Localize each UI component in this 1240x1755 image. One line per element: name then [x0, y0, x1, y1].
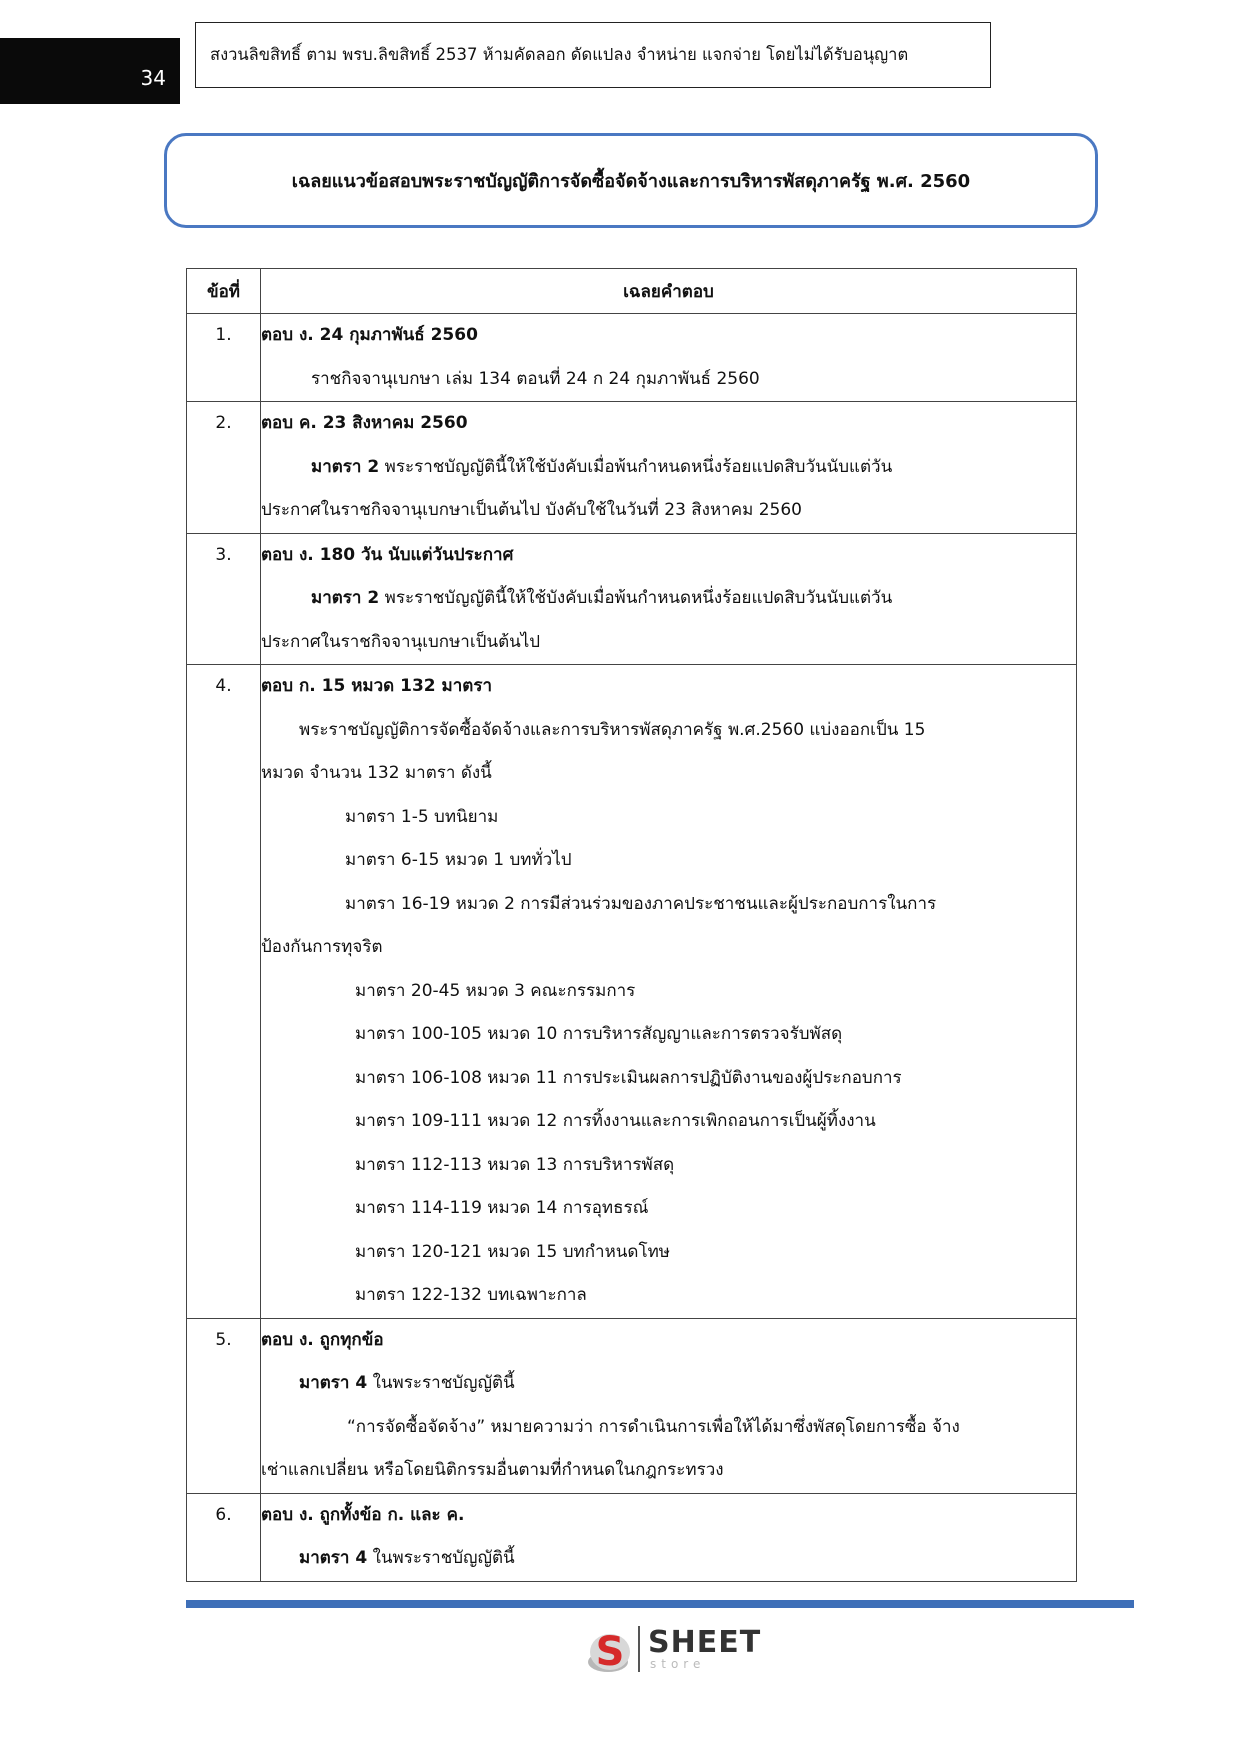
- question-number: 6.: [187, 1493, 261, 1581]
- column-header-no: ข้อที่: [187, 269, 261, 314]
- answer-cell: [261, 1318, 1077, 1493]
- table-row: [187, 1318, 1077, 1493]
- answer-line: ตอบ ง. ถูกทั้งข้อ ก. และ ค.: [261, 1504, 465, 1525]
- section-text: ในพระราชบัญญัตินี้: [367, 1548, 515, 1568]
- document-title: [164, 133, 1098, 228]
- question-number: 2.: [187, 402, 261, 534]
- table-row: [187, 314, 1077, 402]
- explanation-line: ประกาศในราชกิจจานุเบกษาเป็นต้นไป: [261, 631, 541, 652]
- chapter-item: มาตรา 114-119 หมวด 14 การอุทธรณ์: [355, 1198, 649, 1218]
- question-number: 4.: [187, 665, 261, 1319]
- column-header-answer: เฉลยคำตอบ: [261, 269, 1077, 314]
- copyright-notice: สงวนลิขสิทธิ์ ตาม พรบ.ลิขสิทธิ์ 2537 ห้ามคัดลอก ดัดแปลง จำหน่าย แจกจ่าย โดยไม่ได้รับอนุญาต: [195, 22, 991, 88]
- svg-text:S: S: [595, 1629, 625, 1675]
- chapter-item: มาตรา 120-121 หมวด 15 บทกำหนดโทษ: [355, 1241, 670, 1262]
- table-row: [187, 533, 1077, 665]
- answer-cell: [261, 402, 1077, 534]
- answer-cell: [261, 1493, 1077, 1581]
- answer-line: ตอบ ง. 24 กุมภาพันธ์ 2560: [261, 325, 478, 345]
- document-title-text: เฉลยแนวข้อสอบพระราชบัญญัติการจัดซื้อจัดจ้างและการบริหารพัสดุภาครัฐ พ.ศ. 2560: [291, 171, 971, 192]
- logo-main-text: SHEET: [648, 1625, 762, 1660]
- footer-divider: [186, 1600, 1134, 1608]
- answer-cell: [261, 314, 1077, 402]
- section-label: มาตรา 4: [299, 1548, 368, 1568]
- chapter-item-continued: ป้องกันการทุจริต: [261, 937, 383, 957]
- table-row: [187, 1493, 1077, 1581]
- logo-separator: [638, 1626, 640, 1672]
- sheet-store-logo: [586, 1622, 761, 1676]
- table-header-row: [187, 269, 1077, 314]
- section-text: พระราชบัญญัตินี้ให้ใช้บังคับเมื่อพ้นกำหนดหนึ่งร้อยแปดสิบวันนับแต่วัน: [379, 456, 893, 477]
- explanation-line: [261, 1537, 1076, 1581]
- explanation-line: พระราชบัญญัติการจัดซื้อจัดจ้างและการบริหารพัสดุภาครัฐ พ.ศ.2560 แบ่งออกเป็น 15: [299, 719, 926, 740]
- table-row: [187, 402, 1077, 534]
- chapter-item: มาตรา 1-5 บทนิยาม: [345, 806, 499, 827]
- explanation-line: ราชกิจจานุเบกษา เล่ม 134 ตอนที่ 24 ก 24 กุมภาพันธ์ 2560: [311, 368, 760, 389]
- chapter-item: มาตรา 100-105 หมวด 10 การบริหารสัญญาและการตรวจรับพัสดุ: [355, 1024, 843, 1044]
- logo-sub-text: store: [650, 1657, 706, 1671]
- section-text: ในพระราชบัญญัตินี้: [367, 1373, 515, 1393]
- definition-line: เช่าแลกเปลี่ยน หรือโดยนิติกรรมอื่นตามที่กำหนดในกฎกระทรวง: [261, 1460, 724, 1480]
- question-number: 3.: [187, 533, 261, 665]
- sheet-logo-mark-icon: [586, 1622, 634, 1676]
- chapter-item: มาตรา 122-132 บทเฉพาะกาล: [355, 1285, 587, 1305]
- logo-text: [648, 1625, 762, 1671]
- section-label: มาตรา 2: [311, 456, 380, 477]
- table-row: [187, 665, 1077, 1319]
- chapter-item: มาตรา 16-19 หมวด 2 การมีส่วนร่วมของภาคประชาชนและผู้ประกอบการในการ: [345, 893, 937, 914]
- explanation-line: [261, 577, 1076, 621]
- definition-line: “การจัดซื้อจัดจ้าง” หมายความว่า การดำเนินการเพื่อให้ได้มาซึ่งพัสดุโดยการซื้อ จ้าง: [347, 1416, 960, 1437]
- page-number-block: [0, 38, 180, 104]
- explanation-line: [261, 1362, 1076, 1406]
- chapter-item: มาตรา 112-113 หมวด 13 การบริหารพัสดุ: [355, 1154, 675, 1175]
- section-text: พระราชบัญญัตินี้ให้ใช้บังคับเมื่อพ้นกำหนดหนึ่งร้อยแปดสิบวันนับแต่วัน: [379, 588, 893, 608]
- answer-cell: [261, 665, 1077, 1319]
- chapter-item: มาตรา 20-45 หมวด 3 คณะกรรมการ: [355, 980, 636, 1001]
- explanation-line: ประกาศในราชกิจจานุเบกษาเป็นต้นไป บังคับใช้ในวันที่ 23 สิงหาคม 2560: [261, 500, 802, 520]
- page-number: 34: [140, 66, 166, 90]
- answer-table: [186, 268, 1077, 1582]
- section-label: มาตรา 2: [311, 588, 380, 608]
- answer-line: ตอบ ก. 15 หมวด 132 มาตรา: [261, 676, 492, 696]
- question-number: 1.: [187, 314, 261, 402]
- answer-line: ตอบ ง. ถูกทุกข้อ: [261, 1329, 384, 1350]
- explanation-line: [261, 446, 1076, 490]
- answer-line: ตอบ ง. 180 วัน นับแต่วันประกาศ: [261, 544, 514, 565]
- section-label: มาตรา 4: [299, 1373, 368, 1393]
- explanation-line: หมวด จำนวน 132 มาตรา ดังนี้: [261, 763, 492, 783]
- question-number: 5.: [187, 1318, 261, 1493]
- answer-cell: [261, 533, 1077, 665]
- chapter-item: มาตรา 106-108 หมวด 11 การประเมินผลการปฏิบัติงานของผู้ประกอบการ: [355, 1067, 902, 1088]
- chapter-item: มาตรา 109-111 หมวด 12 การทิ้งงานและการเพิกถอนการเป็นผู้ทิ้งงาน: [355, 1111, 876, 1131]
- answer-line: ตอบ ค. 23 สิงหาคม 2560: [261, 413, 468, 433]
- chapter-item: มาตรา 6-15 หมวด 1 บททั่วไป: [345, 850, 572, 870]
